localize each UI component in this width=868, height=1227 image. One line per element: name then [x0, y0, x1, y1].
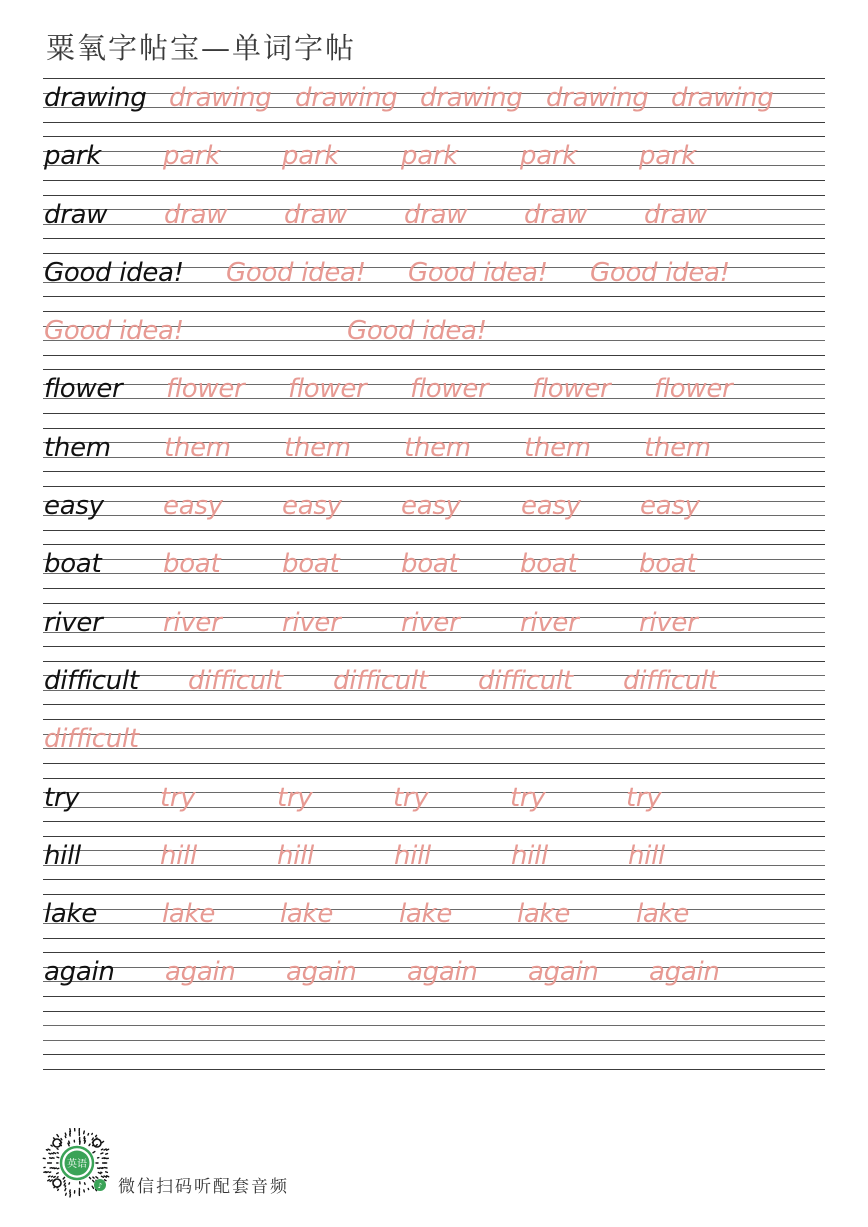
- practice-row: [43, 253, 825, 311]
- footer-caption: 微信扫码听配套音频: [118, 1177, 289, 1197]
- trace-word: Good idea!: [44, 316, 184, 347]
- model-word: draw: [44, 199, 108, 230]
- trace-word: hill: [511, 840, 548, 871]
- empty-practice-row: [43, 1011, 825, 1069]
- trace-word: try: [160, 782, 196, 813]
- trace-word: flower: [654, 374, 733, 405]
- trace-word: them: [284, 432, 351, 463]
- trace-word: drawing: [295, 83, 398, 113]
- trace-word: try: [393, 782, 429, 813]
- svg-text:♪: ♪: [97, 1182, 103, 1190]
- model-word: Good idea!: [44, 257, 184, 288]
- practice-sheet: [43, 78, 825, 1070]
- trace-word: again: [528, 957, 599, 988]
- trace-word: easy: [282, 491, 342, 522]
- model-word: difficult: [44, 665, 139, 696]
- page-title: 粟氧字帖宝—单词字帖: [46, 31, 357, 65]
- trace-word: park: [639, 141, 696, 172]
- trace-word: drawing: [420, 83, 523, 113]
- practice-row: [43, 195, 825, 253]
- trace-word: flower: [410, 374, 489, 405]
- practice-row: [43, 369, 825, 427]
- practice-row: [43, 894, 825, 952]
- trace-word: park: [520, 141, 577, 172]
- trace-word: flower: [532, 374, 611, 405]
- trace-word: drawing: [546, 83, 649, 113]
- trace-word: Good idea!: [408, 257, 548, 288]
- model-word: try: [44, 782, 80, 813]
- trace-word: draw: [404, 199, 468, 230]
- model-word: drawing: [44, 83, 147, 113]
- practice-row: [43, 136, 825, 194]
- trace-word: lake: [517, 899, 571, 930]
- trace-word: them: [524, 432, 591, 463]
- model-word: boat: [44, 549, 102, 580]
- model-word: hill: [44, 840, 81, 871]
- trace-word: hill: [277, 840, 314, 871]
- trace-word: difficult: [188, 665, 283, 696]
- trace-word: difficult: [623, 665, 718, 696]
- model-word: park: [44, 141, 101, 172]
- footer: [42, 1128, 362, 1198]
- trace-word: flower: [288, 374, 367, 405]
- trace-word: try: [626, 782, 662, 813]
- practice-row: [43, 486, 825, 544]
- model-word: again: [44, 957, 115, 988]
- trace-word: river: [282, 607, 341, 638]
- trace-word: lake: [162, 899, 216, 930]
- trace-word: lake: [399, 899, 453, 930]
- practice-row: [43, 428, 825, 486]
- trace-word: easy: [521, 491, 581, 522]
- model-word: river: [44, 607, 103, 638]
- practice-row: [43, 719, 825, 777]
- practice-row: [43, 544, 825, 602]
- trace-word: draw: [164, 199, 228, 230]
- practice-row: [43, 836, 825, 894]
- trace-word: try: [277, 782, 313, 813]
- trace-word: again: [165, 957, 236, 988]
- model-word: easy: [44, 491, 104, 522]
- trace-word: park: [163, 141, 220, 172]
- trace-word: hill: [160, 840, 197, 871]
- model-word: flower: [44, 374, 123, 405]
- trace-word: them: [644, 432, 711, 463]
- trace-word: them: [164, 432, 231, 463]
- trace-word: boat: [401, 549, 459, 580]
- trace-word: difficult: [478, 665, 573, 696]
- trace-word: draw: [284, 199, 348, 230]
- model-word: lake: [44, 899, 98, 930]
- model-word: them: [44, 432, 111, 463]
- qr-badge-label: 英语: [67, 1159, 87, 1170]
- trace-word: Good idea!: [347, 316, 487, 347]
- trace-word: flower: [166, 374, 245, 405]
- trace-word: again: [286, 957, 357, 988]
- trace-word: drawing: [169, 83, 272, 113]
- trace-word: lake: [636, 899, 690, 930]
- trace-word: difficult: [44, 724, 139, 755]
- trace-word: river: [520, 607, 579, 638]
- trace-word: park: [401, 141, 458, 172]
- trace-word: lake: [280, 899, 334, 930]
- trace-word: river: [401, 607, 460, 638]
- practice-row: [43, 778, 825, 836]
- empty-practice-row: [43, 1069, 825, 1070]
- practice-row: [43, 661, 825, 719]
- practice-row: [43, 952, 825, 1010]
- trace-word: easy: [640, 491, 700, 522]
- trace-word: hill: [628, 840, 665, 871]
- trace-word: try: [510, 782, 546, 813]
- trace-word: river: [163, 607, 222, 638]
- trace-word: drawing: [671, 83, 774, 113]
- trace-word: river: [639, 607, 698, 638]
- trace-word: them: [404, 432, 471, 463]
- trace-word: easy: [163, 491, 223, 522]
- trace-word: boat: [520, 549, 578, 580]
- trace-word: park: [282, 141, 339, 172]
- qr-code-icon[interactable]: [42, 1128, 112, 1198]
- trace-word: Good idea!: [226, 257, 366, 288]
- trace-word: draw: [524, 199, 588, 230]
- practice-row: [43, 603, 825, 661]
- trace-word: boat: [163, 549, 221, 580]
- practice-row: [43, 78, 825, 136]
- trace-word: difficult: [333, 665, 428, 696]
- trace-word: boat: [282, 549, 340, 580]
- trace-word: again: [649, 957, 720, 988]
- trace-word: Good idea!: [590, 257, 730, 288]
- trace-word: draw: [644, 199, 708, 230]
- trace-word: easy: [401, 491, 461, 522]
- trace-word: again: [407, 957, 478, 988]
- practice-row: [43, 311, 825, 369]
- trace-word: boat: [639, 549, 697, 580]
- trace-word: hill: [394, 840, 431, 871]
